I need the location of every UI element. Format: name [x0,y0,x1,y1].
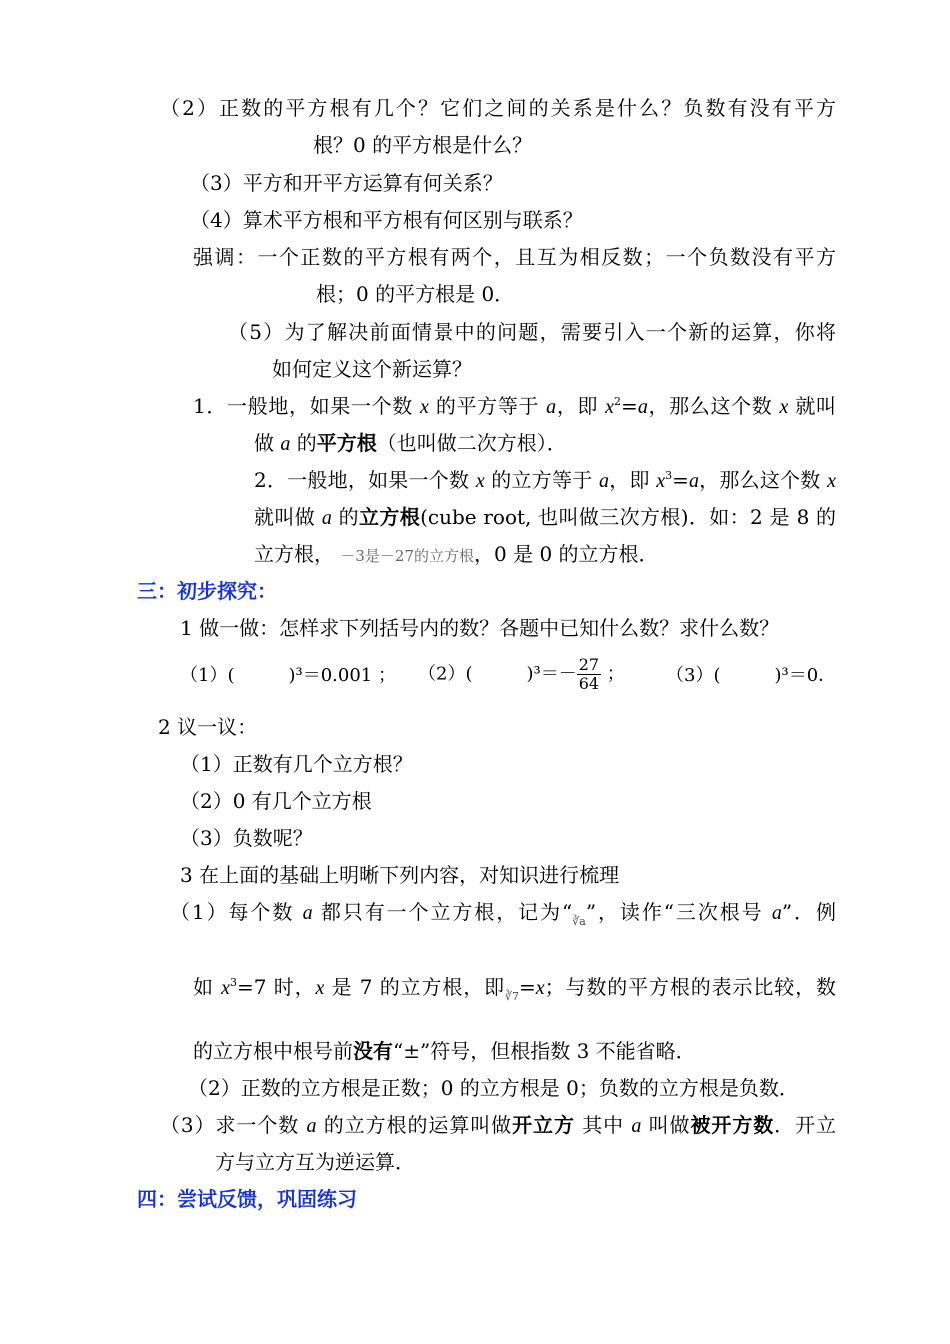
definition-2-line3: 立方根， －3是－27的立方根，0 是 0 的立方根． [254,542,659,566]
emphasis-line1: 强调：一个正数的平方根有两个，且互为相反数；一个负数没有平方 [193,245,836,269]
question-2-line1: （2）正数的平方根有几个？它们之间的关系是什么？负数有没有平方 [160,96,836,120]
question-3: （3）平方和开平方运算有何关系？ [190,171,503,195]
definition-2-line2: 就叫做 a 的立方根(cube root, 也叫做三次方根)．如：2 是 8 的 [254,505,837,529]
definition-2-line1: 2．一般地，如果一个数 x 的立方等于 a，即 $x^3=a$，那么这个数 x [254,468,837,492]
term-no: 没有 [353,1039,393,1063]
point-2: （2）正数的立方根是正数；0 的立方根是 0；负数的立方根是负数． [188,1076,799,1100]
cube-root-a-symbol: ∛a [572,915,586,928]
equation-1: （1）( )³＝0.001 ； [180,665,396,686]
term-cube-root: 立方根 [358,505,421,529]
discuss-heading: 2 议一议： [158,715,258,739]
question-2-line2: 根？0 的平方根是什么？ [313,133,533,157]
point-3-line2: 方与立方互为逆运算． [215,1150,415,1174]
question-5-line1: （5）为了解决前面情景中的问题，需要引入一个新的运算，你将 [228,320,836,344]
definition-1-line2: 做 a 的平方根（也叫做二次方根）． [254,431,567,455]
section-3-heading: 三：初步探究： [137,579,277,603]
discuss-question-1: （1）正数有几个立方根？ [180,752,413,776]
summary-intro: 3 在上面的基础上明晰下列内容，对知识进行梳理 [180,863,620,887]
point-1-line2: 如 $x^3=7$ 时，x 是 7 的立方根，即∛7=x；与数的平方根的表示比较，数 [193,974,836,1010]
section-4-heading: 四：尝试反馈，巩固练习 [137,1187,357,1211]
cube-root-7-symbol: ∛7 [504,990,519,1003]
question-5-line2: 如何定义这个新运算？ [272,357,472,381]
discuss-question-3: （3）负数呢？ [180,826,313,850]
term-radicand: 被开方数 [690,1113,775,1137]
term-square-root: 平方根 [316,431,377,455]
point-3-line1: （3）求一个数 a 的立方根的运算叫做开立方 其中 a 叫做被开方数．开立 [160,1113,837,1137]
equation-3: （3）( )³＝0． [666,665,837,686]
emphasis-line2: 根；0 的平方根是 0． [316,282,515,306]
example-image-text: －3是－27的立方根 [340,547,474,565]
definition-1-line1: 1．一般地，如果一个数 x 的平方等于 a，即 $x^2=a$，那么这个数 x 就叫 [193,394,836,418]
question-4: （4）算术平方根和平方根有何区别与联系？ [190,208,583,232]
discuss-question-2: （2）0 有几个立方根 [180,789,372,813]
term-extract-cube-root: 开立方 [512,1113,575,1137]
fraction-27-64: $\frac{27}{64}$ [578,655,600,693]
point-1-line3: 的立方根中根号前没有“±”符号，但根指数 3 不能省略． [193,1039,696,1063]
equation-2: （2）( )³＝－ $\frac{27}{64}$ ； [418,655,625,693]
point-1-line1: （1）每个数 a 都只有一个立方根，记为“∛a”，读作“三次根号 a”．例 [170,899,836,935]
try-it-prompt: 1 做一做：怎样求下列括号内的数？各题中已知什么数？求什么数？ [180,616,780,640]
